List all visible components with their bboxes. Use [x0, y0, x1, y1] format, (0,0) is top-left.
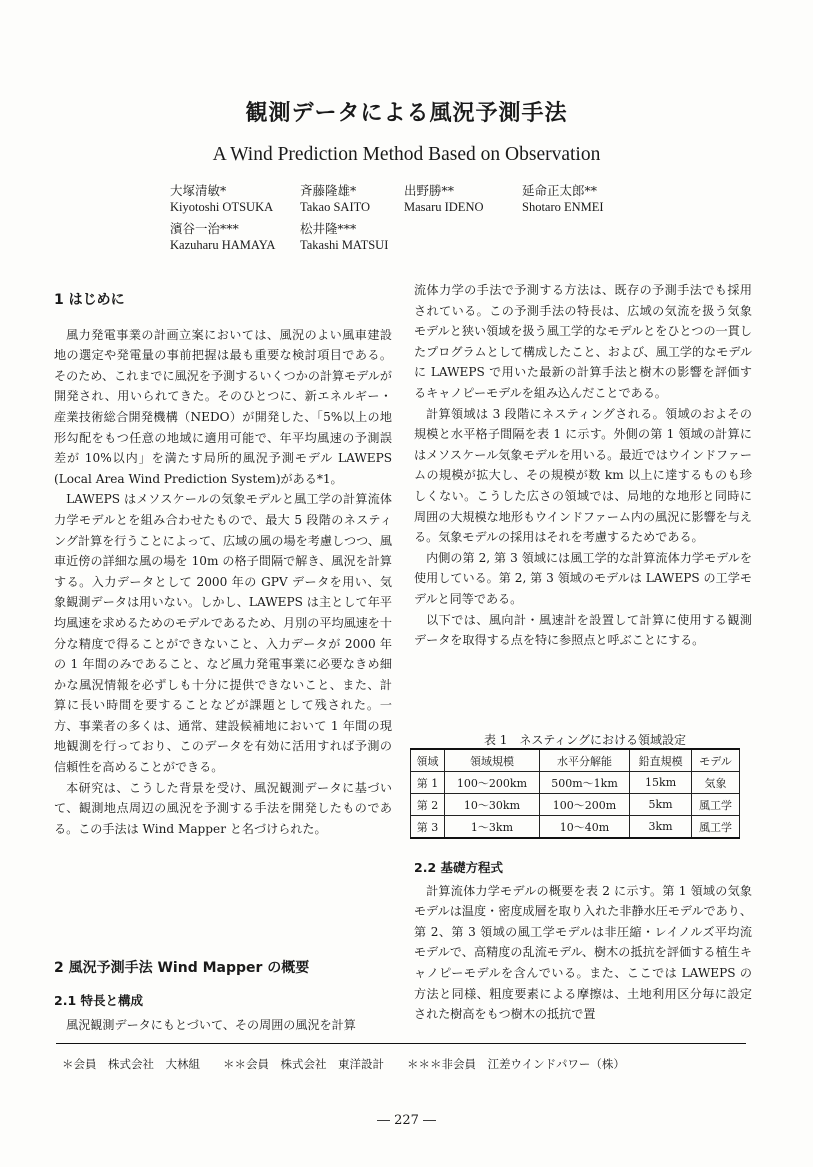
table-cell: 第 3	[411, 816, 445, 839]
table-row	[411, 772, 740, 794]
author-1	[170, 183, 273, 215]
table-cell: 風工学	[692, 816, 740, 839]
paragraph: 本研究は、こうした背景を受け、風況観測データに基づいて、観測地点周辺の風況を予測する手法を開発したものである。この手法は Wind Mapper と名づけられた。	[54, 780, 392, 836]
table-cell: 1～3km	[445, 816, 540, 839]
table-cell: 第 2	[411, 794, 445, 816]
table-cell: 気象	[692, 772, 740, 794]
footnote-divider	[56, 1043, 746, 1044]
author-affiliations-footnote: ＊会員 株式会社 大林組 ＊＊会員 株式会社 東洋設計 ＊＊＊非会員 江差ウインドパワー（株）	[62, 1057, 625, 1071]
table-header-cell: 領域	[411, 749, 445, 772]
section-1-heading: 1 はじめに	[54, 292, 125, 308]
table-cell: 風工学	[692, 794, 740, 816]
right-column	[414, 280, 752, 651]
table-cell: 10～40m	[539, 816, 629, 839]
author-6	[300, 221, 388, 253]
paragraph: 計算流体力学モデルの概要を表 2 に示す。第 1 領域の気象モデルは温度・密度成層を取り入れた非静水圧モデルであり、第 2、第 3 領域の風工学モデルは非圧縮・レイノルズ平均流モデルで、高精度の乱流モデル、樹木の抵抗を評価する植生キャノピーモデルを含んでいる。また、ここでは LAWEPS の方法と同様、粗度要素による摩擦は、土地利用区分毎に設定された樹高をもつ樹木の抵抗で置	[414, 883, 752, 1022]
table-1-caption: 表 1 ネスティングにおける領域設定	[483, 733, 686, 747]
paragraph: 風力発電事業の計画立案においては、風況のよい風車建設地の選定や発電量の事前把握は最も重要な検討項目である。そのため、これまでに風況を予測するいくつかの計算モデルが開発され、用いられてきた。そのひとつに、新エネルギー・産業技術総合開発機構（NEDO）が開発した、「5%以上の地形勾配をもつ任意の地域に適用可能で、年平均風速の予測誤差が 10%以内」を満たす局所的風況予測モデル LAWEPS (Local Area Wind Prediction System)がある*1。	[54, 327, 392, 486]
author-name-jp: 濱谷一治***	[170, 221, 239, 236]
table-cell: 5km	[630, 794, 692, 816]
table-cell: 10～30km	[445, 794, 540, 816]
paragraph: 以下では、風向計・風速計を設置して計算に使用する観測データを取得する点を特に参照点と呼ぶことにする。	[414, 612, 752, 648]
table-cell: 3km	[630, 816, 692, 839]
table-cell: 第 1	[411, 772, 445, 794]
author-name-en: Shotaro ENMEI	[522, 200, 604, 214]
paper-title-japanese: 観測データによる風況予測手法	[245, 101, 568, 126]
author-name-jp: 斉藤隆雄*	[300, 183, 357, 198]
author-name-en: Takao SAITO	[300, 200, 371, 214]
author-name-jp: 大塚清敏*	[170, 183, 227, 198]
table-cell: 500m～1km	[539, 772, 629, 794]
table-cell: 15km	[630, 772, 692, 794]
section-2-heading: 2 風況予測手法 Wind Mapper の概要	[54, 960, 310, 976]
table-header-cell: 領域規模	[445, 749, 540, 772]
author-name-jp: 出野勝**	[404, 183, 455, 198]
paragraph: 計算領域は 3 段階にネスティングされる。領域のおよその規模と水平格子間隔を表 1 に示す。外側の第 1 領域の計算にはメソスケール気象モデルを用いる。最近ではウインドファームの規模が拡大し、その規模が数 km 以上に達するものも珍しくない。こうした広さの領域では、局地的な地形と同時に周囲の大規模な地形もウインドファーム内の風況に影響を与える。気象モデルの採用はそれを考慮するためである。	[414, 406, 752, 545]
paragraph: 流体力学の手法で予測する方法は、既存の予測手法でも採用されている。この予測手法の特長は、広域の気流を扱う気象モデルと狭い領域を扱う風工学的なモデルとをひとつの一貫したプログラムとして構成したこと、および、風工学的なモデルに LAWEPS で用いた最新の計算手法と樹木の影響を評価するキャノピーモデルを組み込んだことである。	[414, 283, 752, 400]
table-1	[410, 748, 740, 839]
author-name-en: Kazuharu HAMAYA	[170, 238, 276, 252]
author-name-jp: 延命正太郎**	[522, 183, 598, 198]
left-column-lower	[54, 958, 392, 1036]
paragraph: 内側の第 2, 第 3 領域には風工学的な計算流体力学モデルを使用している。第 2, 第 3 領域のモデルは LAWEPS の工学モデルと同等である。	[414, 550, 752, 606]
table-header-cell: 鉛直規模	[630, 749, 692, 772]
author-5	[170, 221, 275, 253]
section-2-1-heading: 2.1 特長と構成	[54, 992, 143, 1008]
section-2-2-heading: 2.2 基礎方程式	[414, 860, 503, 875]
left-column	[54, 290, 392, 839]
table-cell: 100～200m	[539, 794, 629, 816]
author-name-en: Kiyotoshi OTSUKA	[170, 200, 274, 214]
table-header-row	[411, 749, 740, 772]
author-2	[300, 183, 370, 215]
author-4	[522, 183, 604, 215]
table-header-cell: モデル	[692, 749, 740, 772]
right-column-lower	[414, 858, 752, 1025]
table-row	[411, 816, 740, 839]
page-number: ― 227 ―	[376, 1113, 437, 1128]
table-header-cell: 水平分解能	[539, 749, 629, 772]
paragraph: LAWEPS はメソスケールの気象モデルと風工学の計算流体力学モデルとを組み合わせたもので、最大 5 段階のネスティング計算を行うことによって、広域の風の場を考慮しつつ、風車近傍の詳細な風の場を 10m の格子間隔で解き、風況を計算する。入力データとして 2000 年の GPV データを用い、気象観測データは用いない。しかし、LAWEPS は主として年平均風速を求めるためのモデルであるため、月別の平均風速を十分な精度で得ることができないこと、入力データが 2000 年の 1 年間のみであること、など風力発電事業に必要なきめ細かな風況情報を必ずしも十分に提供できないこと、また、計算に長い時間を要することなどが課題として残された。一方、事業者の多くは、通常、建設候補地において 1 年間の現地観測を行っており、このデータを有効に活用すれば予測の信頼性を高めることができる。	[54, 492, 392, 775]
author-name-en: Masaru IDENO	[404, 200, 484, 214]
author-3	[404, 183, 484, 215]
paragraph: 風況観測データにもとづいて、その周囲の風況を計算	[66, 1018, 356, 1033]
paper-title-english: A Wind Prediction Method Based on Observation	[212, 144, 601, 165]
author-name-jp: 松井隆***	[300, 221, 357, 236]
table-row	[411, 794, 740, 816]
author-name-en: Takashi MATSUI	[300, 238, 389, 252]
table-cell: 100～200km	[445, 772, 540, 794]
